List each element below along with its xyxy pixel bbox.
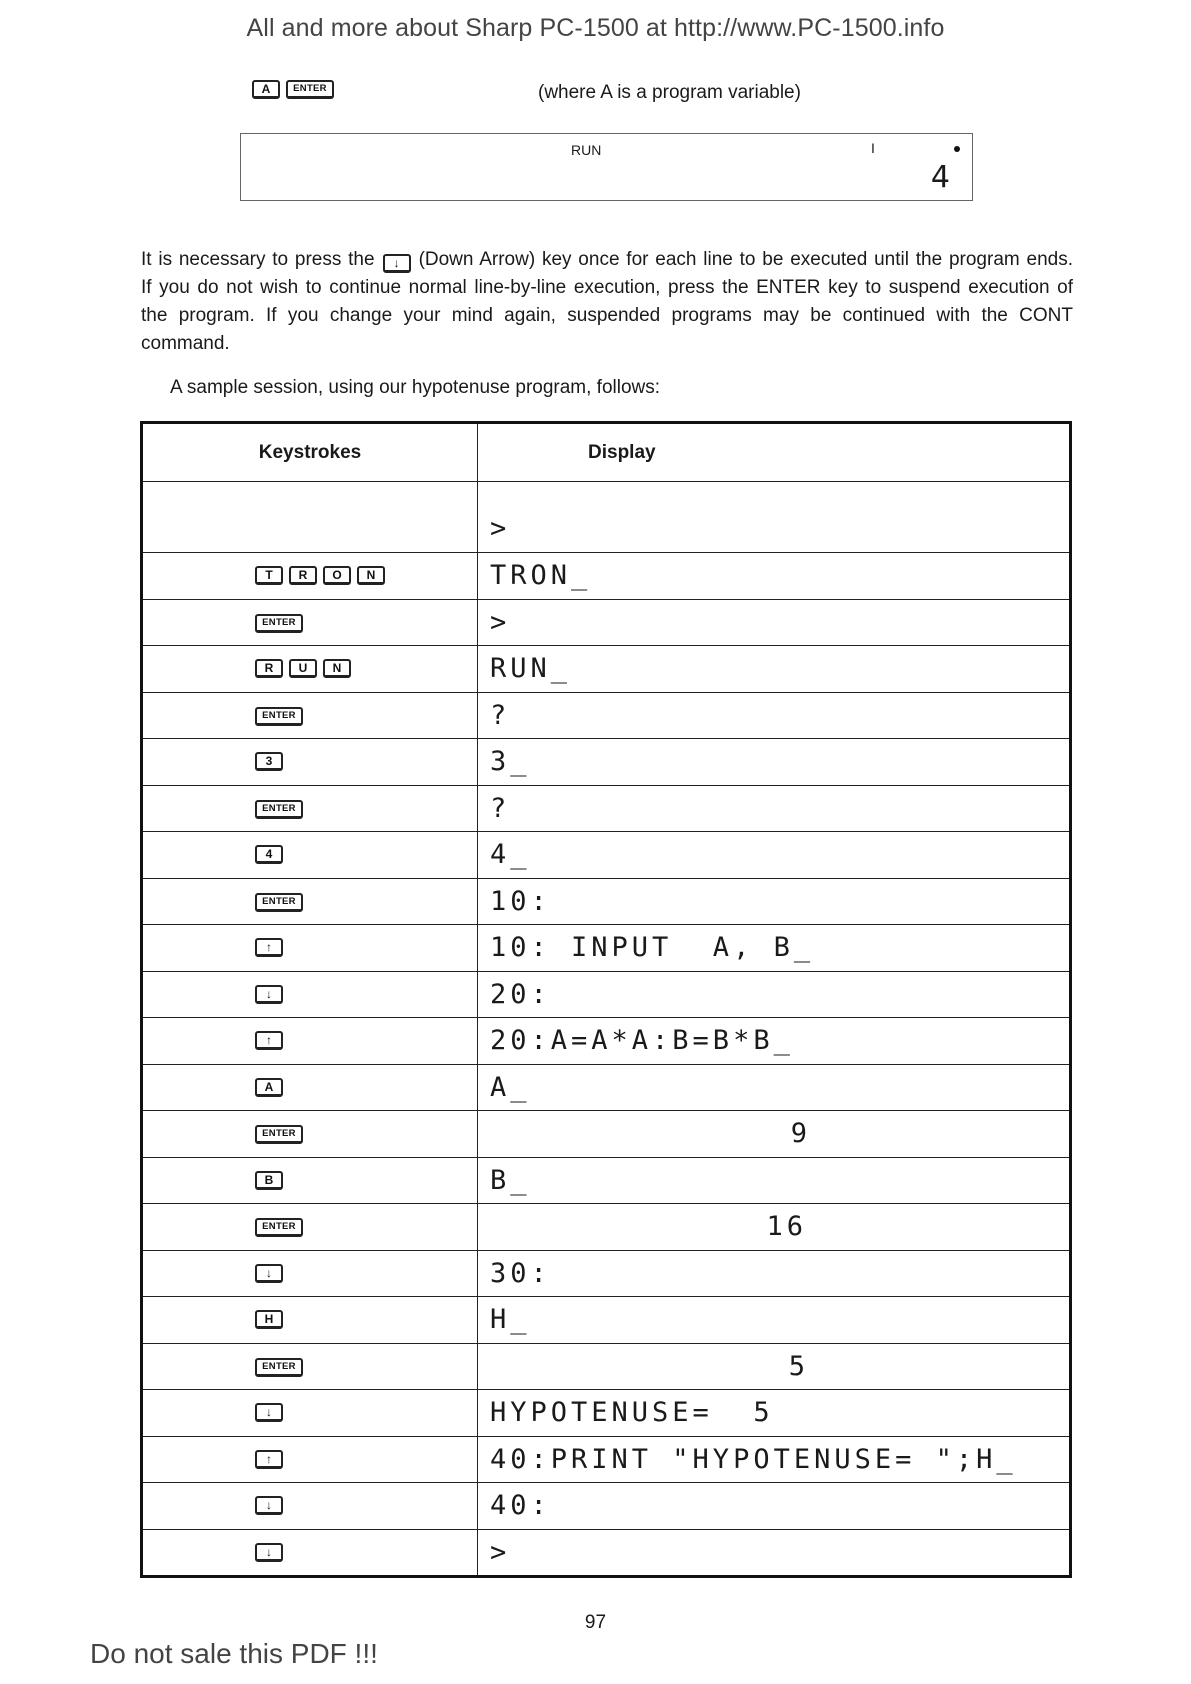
keystroke-cell	[142, 1018, 478, 1065]
keystroke-cell	[142, 1064, 478, 1111]
display-cell	[478, 1436, 1071, 1483]
lcd-dot-icon	[954, 146, 960, 152]
display-cell	[478, 1297, 1071, 1344]
table-row	[142, 832, 1071, 879]
keystroke-cell	[142, 1297, 478, 1344]
keystroke-cell	[142, 646, 478, 693]
table-row	[142, 878, 1071, 925]
key-enter: ENTER	[286, 80, 334, 99]
keystroke-cell	[142, 1483, 478, 1530]
paragraph-before-key: It is necessary to press the	[141, 249, 375, 270]
display-cell	[478, 1064, 1071, 1111]
display-cell	[478, 553, 1071, 600]
keycap: O	[323, 566, 351, 585]
display-cell	[478, 785, 1071, 832]
table-row	[142, 1204, 1071, 1251]
display-text: 20:A=A*A:B=B*B_	[490, 1025, 794, 1057]
keycap: ENTER	[255, 1218, 303, 1237]
table-row	[142, 1250, 1071, 1297]
keystroke-cell	[142, 1111, 478, 1158]
table-row	[142, 971, 1071, 1018]
top-note: (where A is a program variable)	[538, 82, 801, 103]
display-text: >	[490, 1536, 511, 1568]
site-header: All and more about Sharp PC-1500 at http://www.PC-1500.info	[246, 14, 945, 42]
table-row	[142, 1529, 1071, 1577]
display-text: ?	[490, 792, 511, 824]
keycap: ↓	[255, 1543, 283, 1562]
table-row	[142, 646, 1071, 693]
keycap: T	[255, 566, 283, 585]
keystroke-cell	[142, 1390, 478, 1437]
display-text: 9	[790, 1118, 811, 1150]
keycap: ↑	[255, 1450, 283, 1469]
keycap: N	[323, 659, 351, 678]
keystrokes-header: Keystrokes	[142, 423, 478, 482]
keycap: U	[289, 659, 317, 678]
sample-session-table	[140, 421, 1072, 1578]
display-cell	[478, 878, 1071, 925]
table-row	[142, 1297, 1071, 1344]
keystroke-cell	[142, 1343, 478, 1390]
display-cell	[478, 1529, 1071, 1577]
table-row	[142, 785, 1071, 832]
keystroke-cell	[142, 692, 478, 739]
display-text: >	[490, 513, 511, 544]
display-text: 16	[766, 1211, 807, 1243]
keystroke-cell	[142, 832, 478, 879]
keycap: ENTER	[255, 893, 303, 912]
display-text: 20:	[490, 978, 551, 1010]
keystroke-cell	[142, 1250, 478, 1297]
display-text: HYPOTENUSE= 5	[490, 1397, 774, 1429]
keycap: ENTER	[255, 707, 303, 726]
table-row	[142, 739, 1071, 786]
keycap: N	[357, 566, 385, 585]
table-row	[142, 1483, 1071, 1530]
display-text: 30:	[490, 1257, 551, 1289]
display-text: ?	[490, 699, 511, 731]
keycap: A	[255, 1078, 283, 1097]
display-text: >	[490, 606, 511, 638]
session-intro: A sample session, using our hypotenuse program, follows:	[170, 377, 661, 398]
table-row	[142, 1390, 1071, 1437]
keystroke-cell	[142, 599, 478, 646]
display-cell	[478, 971, 1071, 1018]
display-text: 40:	[490, 1490, 551, 1522]
table-row	[142, 553, 1071, 600]
display-text: 10:	[490, 885, 551, 917]
session-body	[142, 482, 1071, 1577]
display-cell	[478, 1157, 1071, 1204]
display-cell	[478, 832, 1071, 879]
keycap: ENTER	[255, 1358, 303, 1377]
display-cell	[478, 1111, 1071, 1158]
keycap: ENTER	[255, 614, 303, 633]
keycap: ENTER	[255, 1125, 303, 1144]
keycap: 3	[255, 752, 283, 771]
keycap: ↓	[255, 1403, 283, 1422]
keystroke-cell	[142, 1436, 478, 1483]
display-cell	[478, 692, 1071, 739]
table-row	[142, 482, 1071, 553]
display-text: B_	[490, 1164, 531, 1196]
display-cell	[478, 646, 1071, 693]
table-row	[142, 1436, 1071, 1483]
keycap: R	[289, 566, 317, 585]
keystroke-cell	[142, 925, 478, 972]
keycap: ↑	[255, 1031, 283, 1050]
table-row	[142, 1157, 1071, 1204]
table-row	[142, 599, 1071, 646]
footer-note: Do not sale this PDF !!!	[90, 1638, 378, 1669]
lcd-run-indicator: RUN	[571, 142, 602, 158]
keystroke-cell	[142, 1529, 478, 1577]
display-text: 4_	[490, 839, 531, 871]
table-row	[142, 1018, 1071, 1065]
keycap: ↓	[255, 1264, 283, 1283]
keystroke-cell	[142, 482, 478, 553]
display-cell	[478, 482, 1071, 553]
paragraph-after-key: (Down Arrow) key once for each line to be executed until the program ends. If you do not wish to continue normal line-by-line execution, press the ENTER key to suspend execution of the program. If you change your mind again, suspended programs may be continued with the CONT command.	[141, 249, 1073, 354]
table-row	[142, 1343, 1071, 1390]
display-cell	[478, 925, 1071, 972]
top-keystrokes	[252, 80, 340, 99]
display-cell	[478, 1483, 1071, 1530]
display-text: 3_	[490, 746, 531, 778]
display-cell	[478, 739, 1071, 786]
display-text: 5	[788, 1350, 809, 1382]
table-row	[142, 1111, 1071, 1158]
keycap: H	[255, 1310, 283, 1329]
display-text: A_	[490, 1071, 531, 1103]
keystroke-cell	[142, 1204, 478, 1251]
page-number: 97	[584, 1612, 607, 1633]
keycap: ↑	[255, 938, 283, 957]
display-cell	[478, 1204, 1071, 1251]
display-text: RUN_	[490, 653, 572, 685]
display-text: 40:PRINT "HYPOTENUSE= ";H_	[490, 1443, 1017, 1475]
display-cell	[478, 599, 1071, 646]
keycap: R	[255, 659, 283, 678]
keycap: B	[255, 1171, 283, 1190]
keystroke-cell	[142, 553, 478, 600]
table-row	[142, 1064, 1071, 1111]
lcd-i-indicator: I	[871, 140, 875, 156]
down-arrow-key: ↓	[383, 254, 411, 273]
lcd-display	[240, 133, 973, 201]
keystroke-cell	[142, 785, 478, 832]
table-row	[142, 925, 1071, 972]
table-header-row	[142, 423, 1071, 482]
display-text: TRON_	[490, 560, 592, 592]
explanation-paragraph	[141, 246, 1073, 358]
display-text: H_	[490, 1304, 531, 1336]
keycap: ↓	[255, 985, 283, 1004]
display-cell	[478, 1343, 1071, 1390]
keystroke-cell	[142, 878, 478, 925]
keystroke-cell	[142, 1157, 478, 1204]
keystroke-cell	[142, 739, 478, 786]
lcd-value: 4	[930, 160, 950, 195]
display-cell	[478, 1018, 1071, 1065]
keycap: ↓	[255, 1496, 283, 1515]
keystroke-cell	[142, 971, 478, 1018]
display-header: Display	[478, 423, 1071, 482]
key-a: A	[252, 80, 280, 99]
table-row	[142, 692, 1071, 739]
keycap: 4	[255, 845, 283, 864]
keycap: ENTER	[255, 800, 303, 819]
display-text: 10: INPUT A, B_	[490, 932, 815, 964]
display-cell	[478, 1390, 1071, 1437]
display-cell	[478, 1250, 1071, 1297]
